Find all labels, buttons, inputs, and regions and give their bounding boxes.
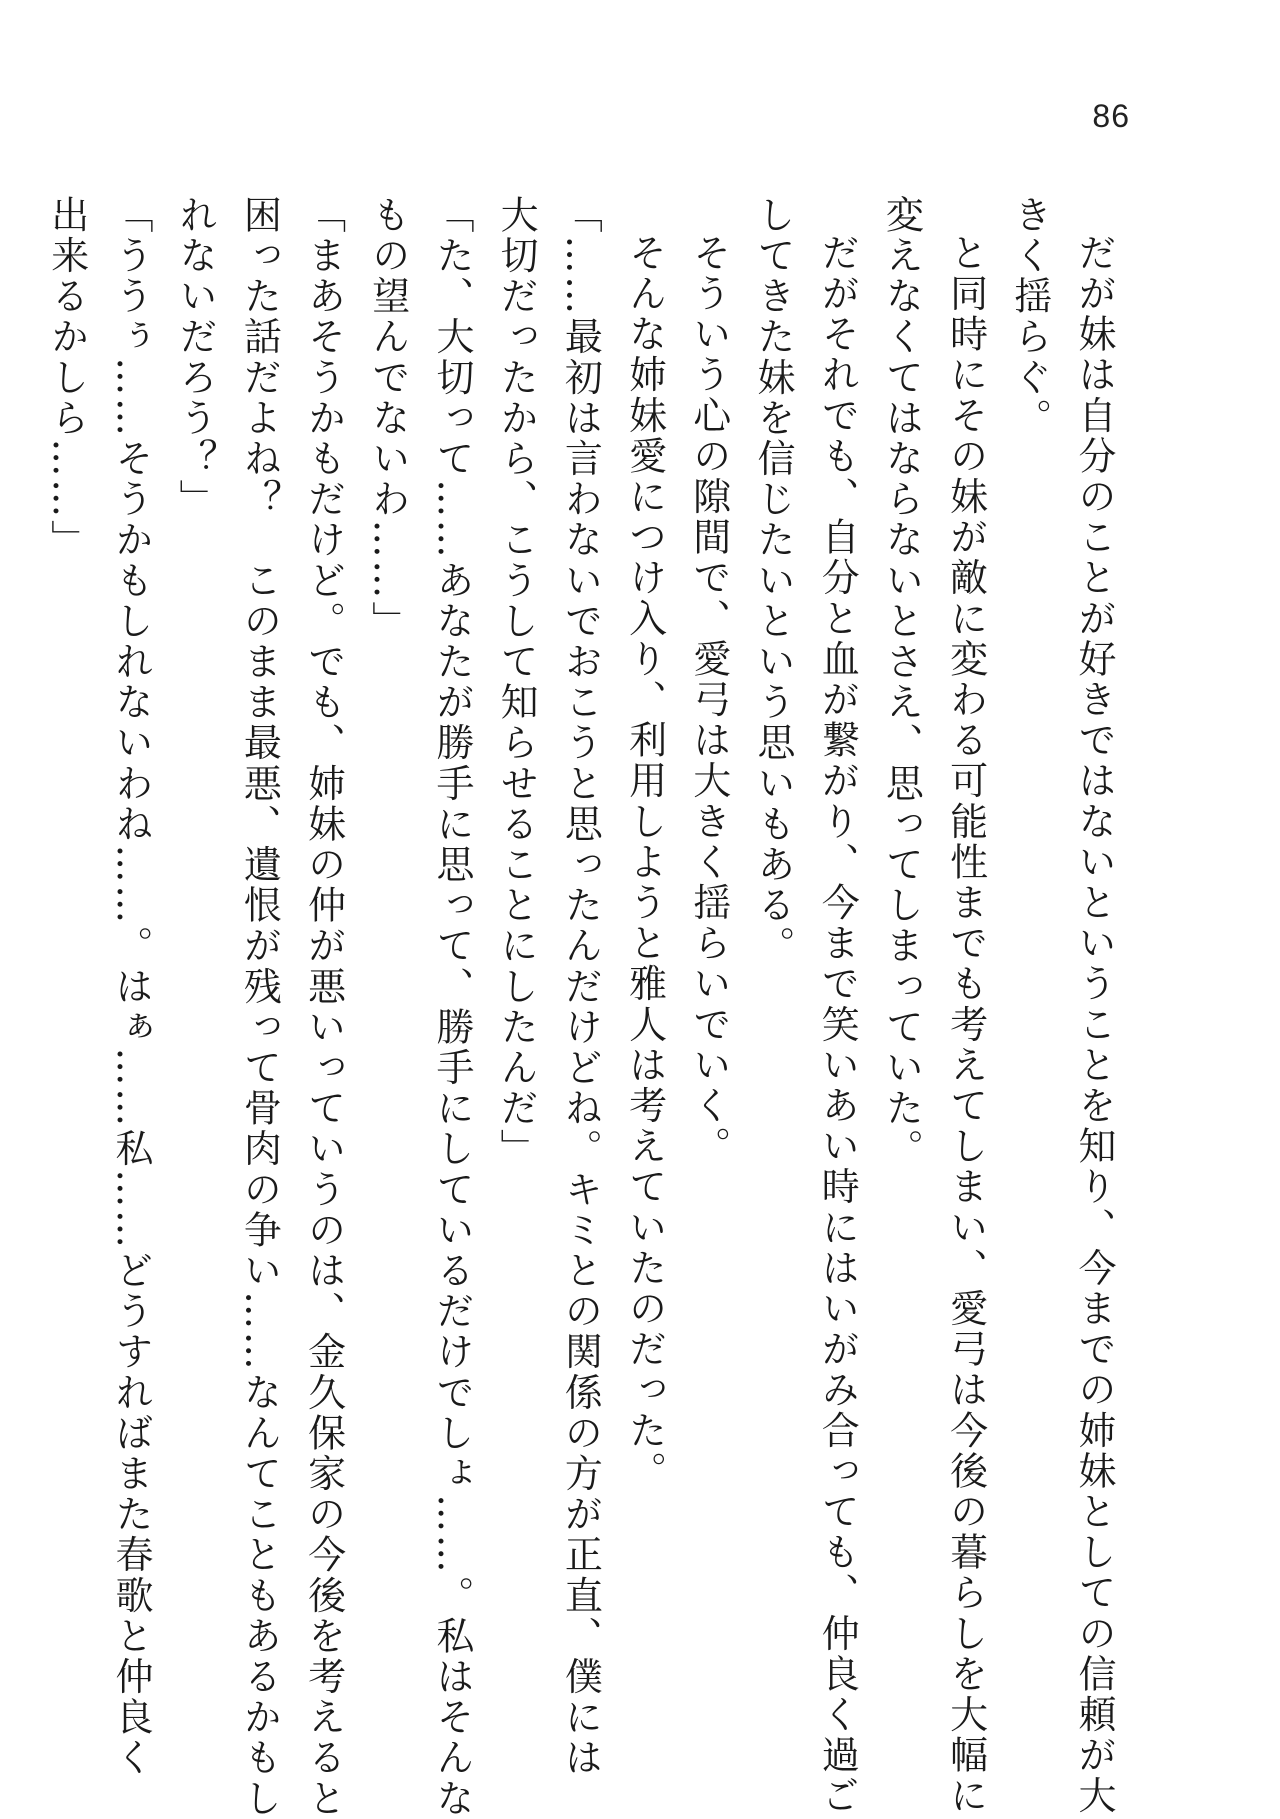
text-line: 「……最初は言わないでおこうと思ったんだけどね。キミとの関係の方が正直、僕には [558,195,603,1779]
text-line: 変えなくてはならないとさえ、思ってしまっていた。 [879,195,924,1170]
text-line: してきた妹を信じたいという思いもある。 [750,195,795,967]
text-line: れないだろう？」 [173,195,218,520]
text-line: 「ううぅ……そうかもしれないわね……。はぁ……私……どうすればまた春歌と仲良く [108,195,153,1779]
vertical-text-body [44,195,1126,1819]
text-line: もの望んでないわ……」 [365,195,410,642]
text-line: だが妹は自分のことが好きではないということを知り、今までの姉妹としての信頼が大 [1072,233,1116,1817]
text-line: 「まあそうかもだけど。でも、姉妹の仲が悪いっていうのは、金久保家の今後を考えると [301,195,346,1819]
text-line: きく揺らぐ。 [1007,195,1052,439]
text-line: 大切だったから、こうして知らせることにしたんだ」 [494,195,539,1170]
text-line: そういう心の隙間で、愛弓は大きく揺らいでいく。 [686,233,731,1167]
text-line: 困った話だよね？ このまま最悪、遺恨が残って骨肉の争い……なんてこともあるかもし [237,195,282,1819]
page-number: 86 [1092,98,1130,134]
text-line: と同時にその妹が敵に変わる可能性までも考えてしまい、愛弓は今後の暮らしを大幅に [943,233,988,1817]
text-line: だがそれでも、自分と血が繋がり、今まで笑いあい時にはいがみ合っても、仲良く過ご [815,233,860,1817]
text-line: そんな姉妹愛につけ入り、利用しようと雅人は考えていたのだった。 [622,233,667,1492]
text-line: 「た、大切って……あなたが勝手に思って、勝手にしているだけでしょ……。私はそんな [429,195,474,1819]
text-line: 出来るかしら……」 [44,195,89,561]
